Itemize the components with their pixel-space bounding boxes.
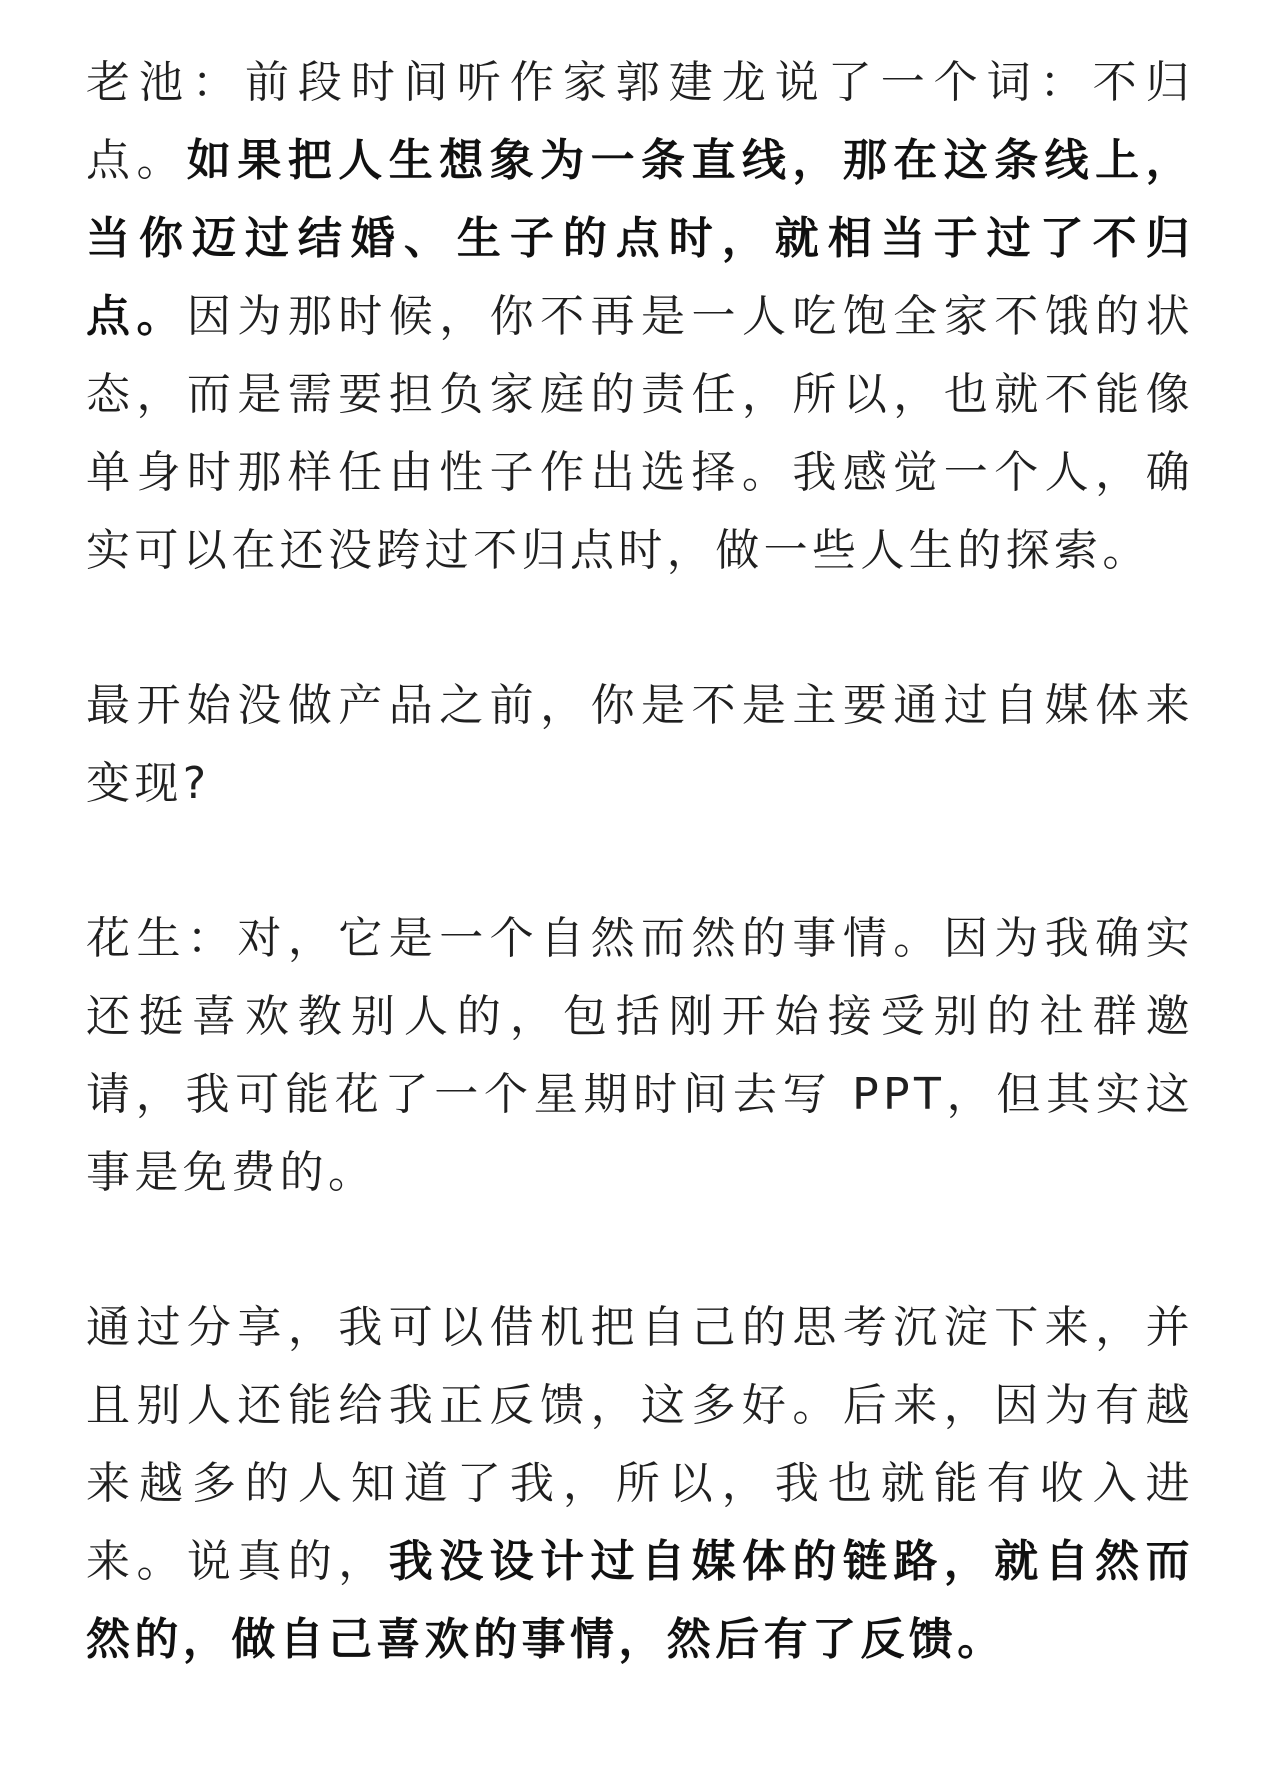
paragraph-huasheng-sharing (86, 1289, 1194, 1679)
bold-text-segment: 我没设计过自媒体的链路，就自然而然的，做自己喜欢的事情，然后有了反馈。 (86, 1536, 1194, 1665)
paragraph-huasheng-answer (86, 900, 1194, 1212)
text-segment: 通过分享，我可以借机把自己的思考沉淀下来，并且别人还能给我正反馈，这多好。后来，因为有越来越多的人知道了我，所以，我也就能有收入进来。说真的， (86, 1302, 1194, 1587)
article-body (86, 44, 1194, 1679)
text-segment: 因为那时候，你不再是一人吃饱全家不饿的状态，而是需要担负家庭的责任，所以，也就不能像单身时那样任由性子作出选择。我感觉一个人，确实可以在还没跨过不归点时，做一些人生的探索。 (86, 291, 1194, 576)
bold-text-segment: 如果把人生想象为一条直线，那在这条线上，当你迈过结婚、生子的点时，就相当于过了不归点。 (86, 135, 1194, 342)
text-segment: 老池：前段时间听作家郭建龙说了一个词：不归点。 (86, 57, 1194, 186)
text-segment: 花生：对，它是一个自然而然的事情。因为我确实还挺喜欢教别人的，包括刚开始接受别的社群邀请，我可能花了一个星期时间去写 PPT，但其实这事是免费的。 (86, 913, 1194, 1198)
paragraph-laochi-bunoguidian (86, 44, 1194, 590)
paragraph-question (86, 667, 1194, 823)
text-segment: 最开始没做产品之前，你是不是主要通过自媒体来变现? (86, 680, 1194, 809)
